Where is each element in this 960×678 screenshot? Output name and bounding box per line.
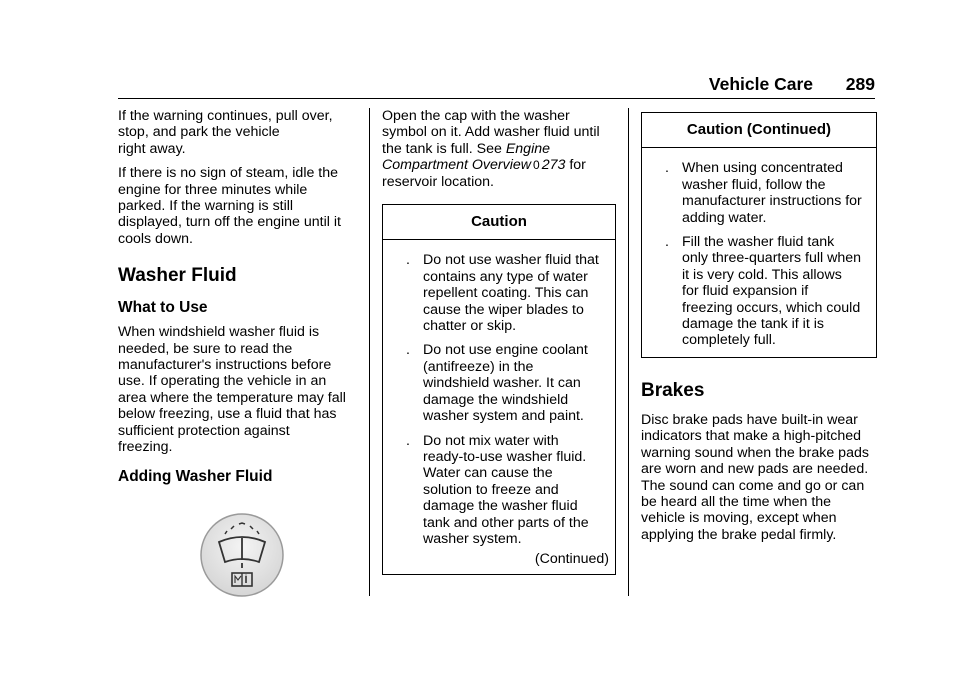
bullet: . bbox=[406, 342, 410, 359]
section-heading: Brakes bbox=[641, 379, 705, 401]
column-left bbox=[118, 108, 358, 598]
caution-box bbox=[641, 112, 877, 358]
column-divider bbox=[369, 108, 370, 596]
column-middle bbox=[382, 108, 616, 575]
caution-title: Caution bbox=[383, 205, 615, 240]
section-heading: Washer Fluid bbox=[118, 265, 237, 287]
washer-fluid-icon bbox=[199, 512, 285, 598]
paragraph: Open the cap with the washer symbol on it. Add washer fluid until the tank is full. See Engine Compartment Overview 0 273 for reservoir location. bbox=[382, 108, 600, 190]
bullet: . bbox=[665, 234, 669, 251]
paragraph: If there is no sign of steam, idle the engine for three minutes while parked. If the warning is still displayed, turn off the engine until it cools down. bbox=[118, 165, 341, 247]
paragraph: Disc brake pads have built-in wear indicators that make a high-pitched warning sound when the brake pads are worn and new pads are needed. The sound can come and go or can be heard all the time when the vehicle is moving, except when applying the brake pedal firmly. bbox=[641, 411, 869, 543]
page-header bbox=[118, 74, 875, 99]
section-title: Vehicle Care bbox=[708, 74, 813, 94]
page-reference[interactable]: 273 bbox=[541, 157, 566, 174]
continued-label: (Continued) bbox=[534, 551, 609, 568]
page-reference-icon: 0 bbox=[533, 158, 540, 173]
caution-title: Caution (Continued) bbox=[642, 113, 876, 148]
list-item: . Do not mix water with ready-to-use washer fluid. Water can cause the solution to freeze and damage the washer fluid tank and other parts of the washer system. bbox=[406, 432, 589, 547]
cross-reference-link[interactable]: Compartment Overview bbox=[382, 157, 532, 174]
column-right bbox=[641, 108, 877, 551]
bullet: . bbox=[665, 160, 669, 177]
subsection-heading: What to Use bbox=[118, 299, 208, 317]
list-item: . Do not use washer fluid that contains any type of water repellent coating. This can cause the wiper blades to chatter or skip. bbox=[406, 252, 599, 335]
list-item: . Do not use engine coolant (antifreeze) in the windshield washer. It can damage the windshield washer system and paint. bbox=[406, 342, 588, 425]
page-number: 289 bbox=[845, 74, 875, 94]
caution-box bbox=[382, 204, 616, 575]
list-item: . When using concentrated washer fluid, follow the manufacturer instructions for adding water. bbox=[665, 160, 862, 226]
bullet: . bbox=[406, 432, 410, 449]
column-divider bbox=[628, 108, 629, 596]
cross-reference-link[interactable]: Engine bbox=[505, 140, 551, 157]
list-item: . Fill the washer fluid tank only three-quarters full when it is very cold. This allows for fluid expansion if freezing occurs, which could damage the tank if it is completely full. bbox=[665, 234, 862, 349]
bullet: . bbox=[406, 252, 410, 269]
paragraph: When windshield washer fluid is needed, be sure to read the manufacturer's instructions before use. If operating the vehicle in an area where the temperature may fall below freezing, use a fluid that has sufficient protection against freezing. bbox=[118, 324, 346, 456]
subsection-heading: Adding Washer Fluid bbox=[118, 467, 273, 485]
paragraph: If the warning continues, pull over, stop, and park the vehicle right away. bbox=[118, 108, 333, 157]
washer-fluid-icon-wrap bbox=[118, 512, 358, 598]
